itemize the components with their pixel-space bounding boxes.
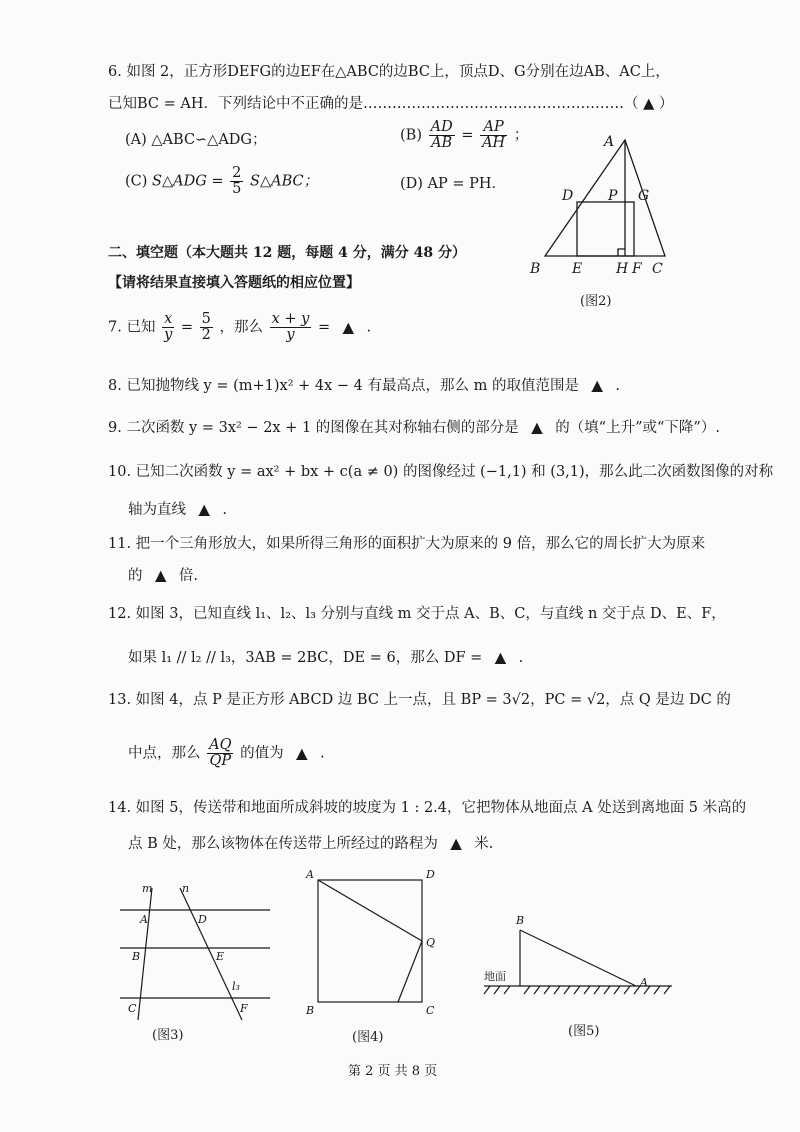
q9-text: 9. 二次函数 y = 3x² − 2x + 1 的图像在其对称轴右侧的部分是 [108, 420, 519, 436]
fig5-conveyor [520, 930, 636, 986]
q11-line1: 11. 把一个三角形放大，如果所得三角形的面积扩大为原来的 9 倍，那么它的周长扩大为原来 [108, 536, 706, 552]
q11-line2-pre: 的 [128, 568, 143, 584]
q9-answer-blank[interactable]: ▲ [531, 420, 543, 436]
q13-line1: 13. 如图 4，点 P 是正方形 ABCD 边 BC 上一点，且 BP = 3√2，PC = √2，点 Q 是边 DC 的 [108, 692, 731, 708]
fig4-segment-aq [318, 880, 422, 941]
q7 [108, 312, 371, 343]
fig4-label-q: Q [426, 936, 436, 949]
fig4-segment-qp [398, 941, 422, 1002]
q10-end: . [222, 502, 227, 518]
fig4-square-abcd [318, 880, 422, 1002]
q6-option-c-frac: $\frac{2}{5}$ [232, 165, 242, 198]
q7-frac2: $\frac{5}{2}$ [201, 311, 211, 344]
q9-end: 的（填“上升”或“下降”）. [555, 420, 720, 436]
q9 [108, 416, 720, 437]
q7-end: . [366, 319, 372, 336]
q14-line2 [128, 832, 493, 853]
figure-3 [110, 880, 280, 1020]
q13-line2 [128, 738, 325, 769]
q13-line2-post: 的值为 [240, 745, 284, 762]
fig2-right-angle-mark [618, 249, 625, 256]
q12-line1: 12. 如图 3，已知直线 l₁、l₂、l₃ 分别与直线 m 交于点 A、B、C，与直线 n 交于点 D、E、F， [108, 606, 726, 622]
fig3-label-l3: l₃ [232, 980, 240, 993]
q13-end: . [319, 745, 325, 762]
q7-frac1: $\frac{x}{y}$ [164, 311, 173, 344]
fig4-caption: (图4) [352, 1030, 384, 1045]
fig5-label-b: B [516, 914, 525, 927]
q6-option-b-end: ； [513, 127, 529, 144]
fig5-label-ground: 地面 [484, 970, 506, 983]
q12-line2 [128, 646, 523, 667]
q7-post: = [317, 319, 331, 336]
q12-answer-blank[interactable]: ▲ [494, 650, 507, 666]
q10-line2 [128, 498, 227, 519]
q8-end: . [615, 378, 620, 394]
fig5-label-a: A [640, 976, 648, 989]
fig3-label-f: F [240, 1002, 248, 1015]
q10-answer-blank[interactable]: ▲ [198, 502, 210, 518]
section2-instruction: 【请将结果直接填入答题纸的相应位置】 [108, 275, 360, 291]
page-footer: 第 2 页 共 8 页 [348, 1064, 438, 1079]
q12-line2-pre: 如果 l₁ // l₂ // l₃，3AB = 2BC，DE = 6，那么 DF = [128, 650, 483, 666]
fig2-label-g: G [638, 188, 650, 204]
q7-frac3: $\frac{x + y}{y}$ [271, 311, 310, 344]
q13-line2-pre: 中点，那么 [128, 745, 201, 762]
q10-line2-pre: 轴为直线 [128, 502, 186, 518]
section2-title: 二、填空题（本大题共 12 题，每题 4 分，满分 48 分） [108, 245, 466, 261]
fig2-label-b: B [530, 261, 541, 277]
fig4-label-b: B [306, 1004, 315, 1017]
fig3-label-b: B [132, 950, 141, 963]
q7-pre: 7. 已知 [108, 319, 156, 336]
q11-answer-blank[interactable]: ▲ [155, 568, 167, 584]
q8-text: 8. 已知抛物线 y = (m+1)x² + 4x − 4 有最高点，那么 m 的取值范围是 [108, 378, 579, 394]
fig2-label-a: A [604, 134, 615, 150]
fig2-label-f: F [632, 261, 642, 277]
q6-option-b-frac2: $\frac{AP}{AH}$ [482, 119, 506, 152]
fig4-label-c: C [426, 1004, 435, 1017]
q14-end: 米. [474, 836, 494, 852]
q7-eq: = [180, 319, 194, 336]
q13-frac: $\frac{AQ}{QP}$ [209, 737, 232, 770]
q6-option-c [125, 166, 318, 197]
fig2-label-h: H [616, 261, 629, 277]
fig5-caption: (图5) [568, 1024, 600, 1039]
q6-option-b [400, 120, 528, 151]
fig2-label-d: D [562, 188, 574, 204]
figure-5 [476, 908, 676, 1008]
q12-end: . [518, 650, 524, 666]
q14-line2-pre: 点 B 处，那么该物体在传送带上所经过的路程为 [128, 836, 438, 852]
fig3-label-m: m [142, 882, 153, 895]
q6-line2: 已知BC = AH．下列结论中不正确的是………………………………………………（ ▲ ） [108, 96, 674, 112]
q6-line1: 6. 如图 2，正方形DEFG的边EF在△ABC的边BC上，顶点D、G分别在边AB、AC上， [108, 64, 670, 80]
q6-option-a: (A) △ABC∽△ADG； [125, 132, 267, 148]
q8-answer-blank[interactable]: ▲ [591, 378, 603, 394]
fig3-label-a: A [140, 913, 148, 926]
fig2-label-c: C [652, 261, 663, 277]
fig4-label-a: A [306, 868, 314, 881]
q6-option-b-frac1: $\frac{AD}{AB}$ [430, 119, 453, 152]
q11-end: 倍. [178, 568, 198, 584]
fig3-label-c: C [128, 1002, 137, 1015]
q11-line2 [128, 564, 198, 585]
q14-answer-blank[interactable]: ▲ [450, 836, 462, 852]
figure-4 [300, 866, 450, 1026]
fig2-label-e: E [572, 261, 583, 277]
fig2-label-p: P [608, 188, 618, 204]
q10-line1: 10. 已知二次函数 y = ax² + bx + c(a ≠ 0) 的图像经过 (−1,1) 和 (3,1)，那么此二次函数图像的对称 [108, 464, 774, 480]
q6-option-b-eq: = [461, 127, 474, 144]
fig3-line-m [138, 888, 152, 1020]
fig3-caption: (图3) [152, 1028, 184, 1043]
q6-option-c-post: S△ABC； [250, 173, 319, 190]
q6-option-c-label: (C) [125, 173, 148, 190]
fig3-label-e: E [216, 950, 225, 963]
fig3-label-d: D [198, 913, 207, 926]
q14-line1: 14. 如图 5，传送带和地面所成斜坡的坡度为 1 : 2.4，它把物体从地面点 A 处送到离地面 5 米高的 [108, 800, 747, 816]
q6-option-d: (D) AP = PH． [400, 176, 507, 192]
q7-mid: ，那么 [219, 319, 263, 336]
fig4-label-d: D [426, 868, 435, 881]
q8 [108, 374, 620, 395]
fig3-label-n: n [182, 882, 190, 895]
fig3-line-n [180, 888, 242, 1020]
fig2-caption: (图2) [580, 294, 612, 309]
q7-answer-blank[interactable]: ▲ [342, 319, 354, 336]
q6-option-c-pre: S△ADG = [152, 173, 224, 190]
q13-answer-blank[interactable]: ▲ [296, 745, 308, 762]
q6-option-b-label: (B) [400, 127, 422, 144]
